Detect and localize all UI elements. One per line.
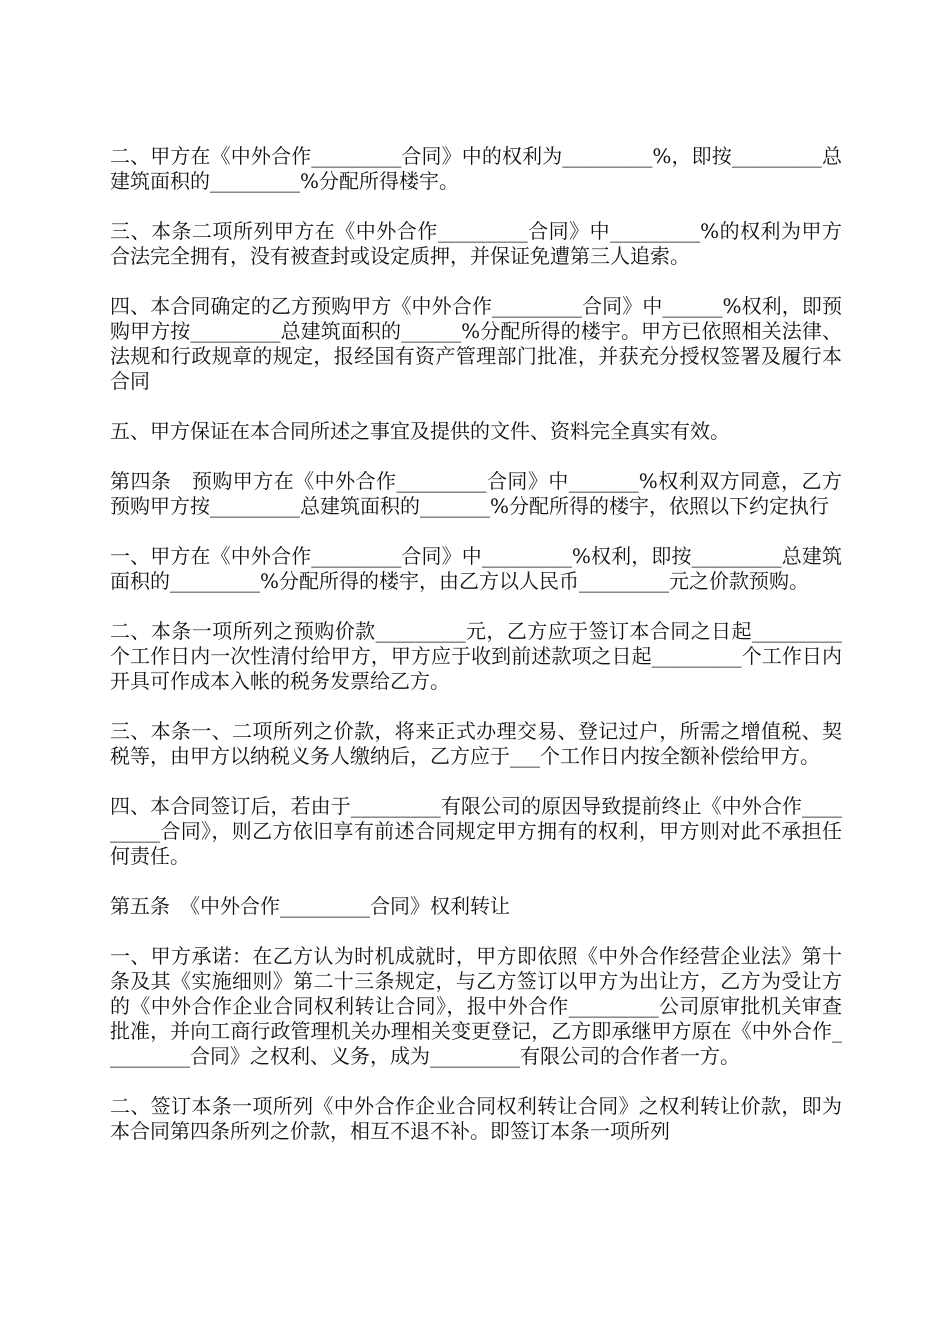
clause-paragraph: 二、本条一项所列之预购价款_________元，乙方应于签订本合同之日起_________个工作日内一次性清付给甲方，甲方应于收到前述款项之日起_________个工作日内开具可作成本入帐的税务发票给乙方。 (110, 619, 842, 693)
clause-paragraph: 一、甲方在《中外合作_________合同》中_________%权利，即按_________总建筑面积的_________%分配所得的楼宇，由乙方以人民币_________元之价款预购。 (110, 544, 842, 593)
article-heading: 第五条 《中外合作_________合同》权利转让 (110, 894, 510, 918)
clause-paragraph: 三、本条二项所列甲方在《中外合作_________合同》中_________%的权利为甲方合法完全拥有，没有被查封或设定质押，并保证免遭第三人追索。 (110, 219, 842, 268)
clause-paragraph: 三、本条一、二项所列之价款，将来正式办理交易、登记过户，所需之增值税、契税等，由甲方以纳税义务人缴纳后，乙方应于___个工作日内按全额补偿给甲方。 (110, 719, 842, 768)
clause-paragraph: 四、本合同确定的乙方预购甲方《中外合作_________合同》中______%权利，即预购甲方按_________总建筑面积的______%分配所得的楼宇。甲方已依照相关法律、法规和行政规章的规定，报经国有资产管理部门批准，并获充分授权签署及履行本合同 (110, 294, 842, 393)
clause-paragraph: 二、签订本条一项所列《中外合作企业合同权利转让合同》之权利转让价款，即为本合同第四条所列之价款，相互不退不补。即签订本条一项所列 (110, 1094, 842, 1143)
article-paragraph: 第四条 预购甲方在《中外合作_________合同》中_______%权利双方同意，乙方预购甲方按_________总建筑面积的_______%分配所得的楼宇，依照以下约定执行 (110, 469, 842, 518)
document-page (110, 144, 842, 1169)
clause-paragraph: 五、甲方保证在本合同所述之事宜及提供的文件、资料完全真实有效。 (110, 419, 730, 443)
clause-paragraph: 一、甲方承诺：在乙方认为时机成就时，甲方即依照《中外合作经营企业法》第十条及其《实施细则》第二十三条规定，与乙方签订以甲方为出让方，乙方为受让方的《中外合作企业合同权利转让合同》，报中外合作_________公司原审批机关审查批准，并向工商行政管理机关办理相关变更登记，乙方即承继甲方原在《中外合作_________合同》之权利、义务，成为_________有限公司的合作者一方。 (110, 944, 842, 1068)
clause-paragraph: 四、本合同签订后，若由于_________有限公司的原因导致提前终止《中外合作_________合同》，则乙方依旧享有前述合同规定甲方拥有的权利，甲方则对此不承担任何责任。 (110, 794, 842, 868)
clause-paragraph: 二、甲方在《中外合作_________合同》中的权利为_________%，即按_________总建筑面积的_________%分配所得楼宇。 (110, 144, 842, 193)
